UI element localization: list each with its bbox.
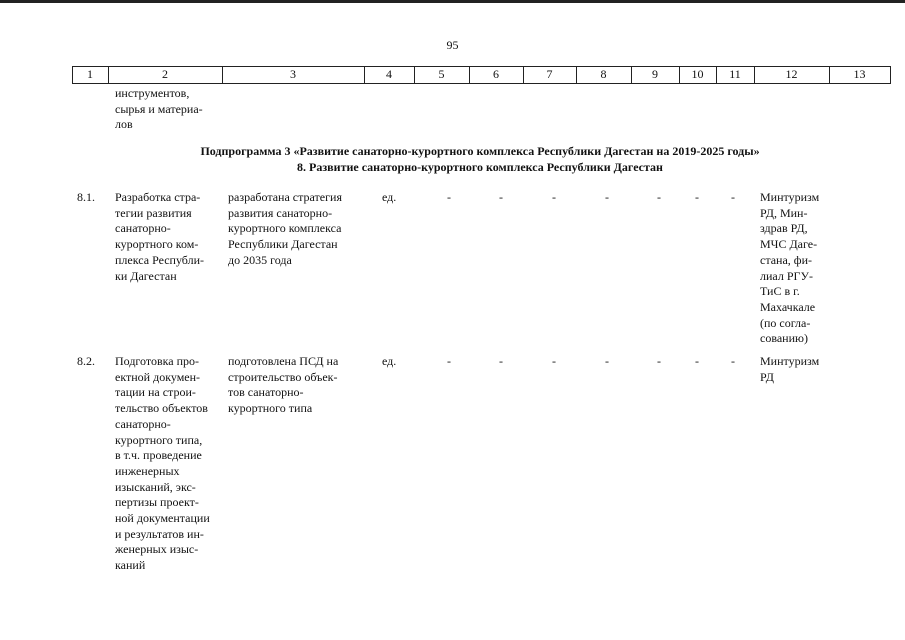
executor: Минтуризм РД, Мин- здрав РД, МЧС Даге- стана, фи- лиал РГУ- ТиС в г. Махачкале (по согла- сованию) [760, 190, 820, 346]
value-col-6: - [499, 190, 503, 204]
value-col-11: - [731, 190, 735, 204]
value-col-7: - [552, 190, 556, 204]
header-bottom-border [72, 83, 891, 84]
header-col-2: 2 [162, 67, 168, 81]
value-col-8: - [605, 354, 609, 368]
header-col-3: 3 [290, 67, 296, 81]
page-number: 95 [446, 38, 459, 52]
scan-top-edge [0, 0, 905, 3]
header-col-6: 6 [493, 67, 499, 81]
value-col-9: - [657, 190, 661, 204]
value-col-8: - [605, 190, 609, 204]
unit: ед. [382, 354, 397, 368]
value-col-10: - [695, 190, 699, 204]
header-col-13: 13 [853, 67, 866, 81]
value-col-5: - [447, 190, 451, 204]
indicator: подготовлена ПСД на строительство объек- тов санаторно- курортного типа [228, 354, 339, 416]
header-col-5: 5 [438, 67, 445, 81]
unit: ед. [382, 190, 397, 204]
header-col-10: 10 [691, 67, 704, 81]
header-col-8: 8 [600, 67, 607, 81]
col-border [890, 66, 891, 83]
value-col-5: - [447, 354, 451, 368]
value-col-11: - [731, 354, 735, 368]
indicator: разработана стратегия развития санаторно- курортного комплекса Республики Дагестан до 2035 года [228, 190, 342, 267]
header-col-7: 7 [546, 67, 553, 81]
section-title: 8. Развитие санаторно-курортного комплекса Республики Дагестан [297, 160, 663, 174]
header-col-1: 1 [87, 67, 93, 81]
header-col-9: 9 [652, 67, 658, 81]
subprogram-title: Подпрограмма 3 «Развитие санаторно-курортного комплекса Республики Дагестан на 2019-2025 годы» [200, 144, 760, 158]
header-col-4: 4 [386, 67, 392, 81]
value-col-7: - [552, 354, 556, 368]
continuation-text: инструментов, сырья и материа- лов [115, 86, 203, 132]
header-col-12: 12 [785, 67, 798, 81]
value-col-6: - [499, 354, 503, 368]
row-number: 8.1. [77, 190, 95, 204]
row-number: 8.2. [77, 354, 95, 368]
value-col-9: - [657, 354, 661, 368]
value-col-10: - [695, 354, 699, 368]
measure-name: Подготовка про- ектной докумен- тации на строи- тельство объектов санаторно- курортного типа, в т.ч. проведение инженерных изысканий, экс- пертизы проект- ной документации и результатов ин- женерных изыс- каний [115, 354, 210, 573]
measure-name: Разработка стра- тегии развития санаторно- курортного ком- плекса Республи- ки Дагестан [115, 190, 205, 283]
executor: Минтуризм РД [760, 354, 820, 384]
header-col-11: 11 [729, 67, 741, 81]
